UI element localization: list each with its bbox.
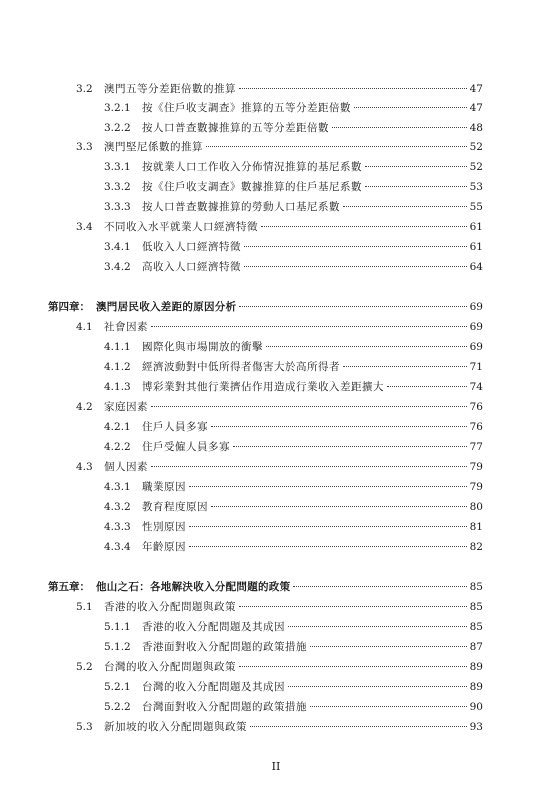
toc-entry-page: 90 bbox=[469, 701, 483, 713]
toc-entry-page: 71 bbox=[469, 361, 483, 373]
toc-entry-number: 5.2.1 bbox=[104, 681, 131, 693]
toc-entry-title: 國際化與市場開放的衝擊 bbox=[142, 341, 263, 353]
dot-leader bbox=[211, 426, 467, 427]
toc-entry-number: 5.3 bbox=[76, 721, 93, 733]
toc-entry-page: 89 bbox=[469, 661, 483, 673]
toc-entry-page: 61 bbox=[469, 241, 483, 253]
toc-subsection-row[interactable] bbox=[104, 180, 483, 194]
dot-leader bbox=[244, 246, 467, 247]
toc-section-row[interactable] bbox=[76, 320, 483, 334]
toc-entry-page: 76 bbox=[469, 401, 483, 413]
toc-entry-number: 3.2.1 bbox=[104, 102, 131, 114]
toc-entry-title: 家庭因素 bbox=[104, 401, 148, 413]
toc-subsection-row[interactable] bbox=[104, 380, 483, 394]
toc-entry-page: 55 bbox=[469, 201, 483, 213]
toc-entry-page: 85 bbox=[469, 601, 483, 613]
toc-entry-page: 82 bbox=[469, 541, 483, 553]
toc-entry-page: 77 bbox=[469, 441, 483, 453]
dot-leader bbox=[206, 146, 467, 147]
toc-entry-title: 按人口普查數據推算的勞動人口基尼系數 bbox=[142, 201, 340, 213]
toc-entry-title: 香港的收入分配問題及其成因 bbox=[142, 621, 285, 633]
page-number: II bbox=[271, 760, 281, 773]
toc-entry-number: 3.4 bbox=[76, 221, 93, 233]
toc-entry-page: 85 bbox=[469, 581, 483, 593]
toc-entry-page: 47 bbox=[469, 102, 483, 114]
toc-entry-page: 81 bbox=[469, 521, 483, 533]
toc-entry-page: 47 bbox=[469, 83, 483, 95]
toc-entry-number: 第四章： bbox=[48, 301, 90, 313]
toc-entry-number: 3.3.1 bbox=[104, 161, 131, 173]
toc-subsection-row[interactable] bbox=[104, 520, 483, 534]
toc-subsection-row[interactable] bbox=[104, 480, 483, 494]
toc-entry-title: 高收入人口經濟特徵 bbox=[142, 261, 241, 273]
toc-entry-page: 48 bbox=[469, 122, 483, 134]
toc-entry-page: 69 bbox=[469, 321, 483, 333]
toc-subsection-row[interactable] bbox=[104, 700, 483, 714]
toc-subsection-row[interactable] bbox=[104, 640, 483, 654]
dot-leader bbox=[365, 166, 467, 167]
toc-entry-title: 澳門五等分差距倍數的推算 bbox=[104, 83, 236, 95]
toc-subsection-row[interactable] bbox=[104, 500, 483, 514]
toc-entry-page: 87 bbox=[469, 641, 483, 653]
toc-entry-title: 台灣面對收入分配問題的政策措施 bbox=[142, 701, 307, 713]
toc-section-row[interactable] bbox=[76, 140, 483, 154]
toc-entry-title: 按人口普查數據推算的五等分差距倍數 bbox=[142, 122, 329, 134]
toc-entry-page: 89 bbox=[469, 681, 483, 693]
toc-entry-number: 3.4.2 bbox=[104, 261, 131, 273]
toc-entry-number: 5.1.1 bbox=[104, 621, 131, 633]
toc-entry-number: 4.1.3 bbox=[104, 381, 131, 393]
dot-leader bbox=[288, 686, 467, 687]
toc-chapter-row[interactable] bbox=[48, 580, 483, 594]
toc-subsection-row[interactable] bbox=[104, 260, 483, 274]
toc-section-row[interactable] bbox=[76, 400, 483, 414]
dot-leader bbox=[189, 546, 467, 547]
toc-entry-number: 5.2 bbox=[76, 661, 93, 673]
toc-subsection-row[interactable] bbox=[104, 160, 483, 174]
toc-entry-number: 4.3.3 bbox=[104, 521, 131, 533]
toc-entry-page: 79 bbox=[469, 481, 483, 493]
toc-entry-title: 社會因素 bbox=[104, 321, 148, 333]
toc-entry-number: 3.3 bbox=[76, 141, 93, 153]
dot-leader bbox=[151, 406, 467, 407]
dot-leader bbox=[266, 346, 467, 347]
dot-leader bbox=[343, 366, 467, 367]
toc-entry-title: 年齡原因 bbox=[142, 541, 186, 553]
toc-entry-number: 4.2 bbox=[76, 401, 93, 413]
toc-entry-title: 按就業人口工作收入分佈情況推算的基尼系數 bbox=[142, 161, 362, 173]
toc-entry-title: 個人因素 bbox=[104, 461, 148, 473]
dot-leader bbox=[354, 107, 467, 108]
dot-leader bbox=[310, 646, 467, 647]
toc-subsection-row[interactable] bbox=[104, 680, 483, 694]
toc-entry-page: 69 bbox=[469, 341, 483, 353]
dot-leader bbox=[189, 486, 467, 487]
toc-entry-title: 住戶受僱人員多寡 bbox=[142, 441, 230, 453]
dot-leader bbox=[250, 726, 467, 727]
dot-leader bbox=[151, 466, 467, 467]
toc-entry-number: 4.3.1 bbox=[104, 481, 131, 493]
toc-entry-number: 4.3.2 bbox=[104, 501, 131, 513]
toc-section-row[interactable] bbox=[76, 600, 483, 614]
toc-entry-number: 第五章： bbox=[48, 581, 90, 593]
toc-entry-title: 按《住戶收支調查》數據推算的住戶基尼系數 bbox=[142, 181, 362, 193]
toc-section-row[interactable] bbox=[76, 82, 483, 96]
toc-entry-number: 3.2 bbox=[76, 83, 93, 95]
dot-leader bbox=[239, 306, 466, 307]
toc-entry-title: 性別原因 bbox=[142, 521, 186, 533]
dot-leader bbox=[239, 88, 467, 89]
toc-entry-title: 職業原因 bbox=[142, 481, 186, 493]
toc-chapter-row[interactable] bbox=[48, 300, 483, 314]
toc-subsection-row[interactable] bbox=[104, 340, 483, 354]
toc-entry-number: 4.1.1 bbox=[104, 341, 131, 353]
toc-subsection-row[interactable] bbox=[104, 360, 483, 374]
toc-entry-page: 79 bbox=[469, 461, 483, 473]
toc-entry-page: 93 bbox=[469, 721, 483, 733]
toc-entry-title: 住戶人員多寡 bbox=[142, 421, 208, 433]
toc-subsection-row[interactable] bbox=[104, 540, 483, 554]
toc-entry-number: 4.3 bbox=[76, 461, 93, 473]
toc-entry-title: 經濟波動對中低所得者傷害大於高所得者 bbox=[142, 361, 340, 373]
toc-entry-number: 5.2.2 bbox=[104, 701, 131, 713]
toc-entry-page: 52 bbox=[469, 141, 483, 153]
toc-entry-number: 5.1 bbox=[76, 601, 93, 613]
toc-entry-title: 香港面對收入分配問題的政策措施 bbox=[142, 641, 307, 653]
toc-entry-number: 3.4.1 bbox=[104, 241, 131, 253]
dot-leader bbox=[233, 446, 467, 447]
toc-section-row[interactable] bbox=[76, 660, 483, 674]
toc-section-row[interactable] bbox=[76, 460, 483, 474]
toc-subsection-row[interactable] bbox=[104, 240, 483, 254]
toc-entry-title: 澳門居民收入差距的原因分析 bbox=[96, 301, 237, 313]
dot-leader bbox=[211, 506, 467, 507]
toc-entry-number: 3.3.3 bbox=[104, 201, 131, 213]
toc-entry-number: 4.3.4 bbox=[104, 541, 131, 553]
toc-subsection-row[interactable] bbox=[104, 440, 483, 454]
toc-entry-page: 80 bbox=[469, 501, 483, 513]
toc-entry-number: 3.2.2 bbox=[104, 122, 131, 134]
toc-subsection-row[interactable] bbox=[104, 121, 483, 135]
toc-entry-number: 5.1.2 bbox=[104, 641, 131, 653]
toc-entry-number: 4.1 bbox=[76, 321, 93, 333]
dot-leader bbox=[151, 326, 467, 327]
toc-entry-title: 香港的收入分配問題與政策 bbox=[104, 601, 236, 613]
toc-entry-page: 76 bbox=[469, 421, 483, 433]
toc-entry-page: 74 bbox=[469, 381, 483, 393]
toc-entry-number: 4.2.2 bbox=[104, 441, 131, 453]
toc-entry-page: 53 bbox=[469, 181, 483, 193]
toc-entry-number: 3.3.2 bbox=[104, 181, 131, 193]
dot-leader bbox=[293, 586, 466, 587]
toc-entry-page: 61 bbox=[469, 221, 483, 233]
toc-entry-page: 69 bbox=[469, 301, 483, 313]
dot-leader bbox=[365, 186, 467, 187]
toc-section-row[interactable] bbox=[76, 220, 483, 234]
toc-subsection-row[interactable] bbox=[104, 200, 483, 214]
dot-leader bbox=[310, 706, 467, 707]
toc-entry-title: 新加坡的收入分配問題與政策 bbox=[104, 721, 247, 733]
toc-entry-number: 4.2.1 bbox=[104, 421, 131, 433]
dot-leader bbox=[239, 666, 467, 667]
toc-subsection-row[interactable] bbox=[104, 620, 483, 634]
dot-leader bbox=[261, 226, 467, 227]
toc-entry-title: 台灣的收入分配問題及其成因 bbox=[142, 681, 285, 693]
toc-entry-title: 澳門堅尼係數的推算 bbox=[104, 141, 203, 153]
dot-leader bbox=[332, 127, 467, 128]
toc-entry-number: 4.1.2 bbox=[104, 361, 131, 373]
toc-subsection-row[interactable] bbox=[104, 101, 483, 115]
toc-entry-title: 按《住戶收支調查》推算的五等分差距倍數 bbox=[142, 102, 351, 114]
dot-leader bbox=[189, 526, 467, 527]
toc-entry-page: 85 bbox=[469, 621, 483, 633]
toc-entry-title: 不同收入水平就業人口經濟特徵 bbox=[104, 221, 258, 233]
dot-leader bbox=[387, 386, 467, 387]
dot-leader bbox=[239, 606, 467, 607]
toc-entry-title: 他山之石：各地解決收入分配問題的政策 bbox=[96, 581, 291, 593]
toc-entry-page: 64 bbox=[469, 261, 483, 273]
toc-entry-title: 低收入人口經濟特徵 bbox=[142, 241, 241, 253]
toc-entry-page: 52 bbox=[469, 161, 483, 173]
dot-leader bbox=[244, 266, 467, 267]
toc-section-row[interactable] bbox=[76, 720, 483, 734]
dot-leader bbox=[288, 626, 467, 627]
toc-entry-title: 博彩業對其他行業擠佔作用造成行業收入差距擴大 bbox=[142, 381, 384, 393]
toc-subsection-row[interactable] bbox=[104, 420, 483, 434]
toc-entry-title: 教育程度原因 bbox=[142, 501, 208, 513]
toc-entry-title: 台灣的收入分配問題與政策 bbox=[104, 661, 236, 673]
dot-leader bbox=[343, 206, 467, 207]
